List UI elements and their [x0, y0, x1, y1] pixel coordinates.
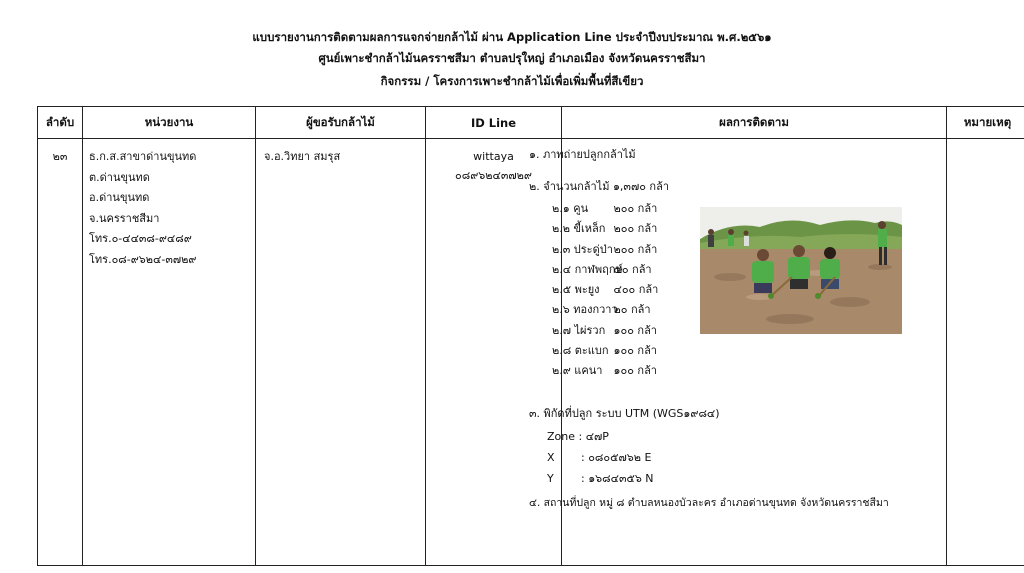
plant-list [552, 199, 658, 382]
planting-photo-illustration [700, 207, 902, 334]
header-unit: หน่วยงาน [83, 107, 256, 139]
report-title: แบบรายงานการติดตามผลการแจกจ่ายกล้าไม้ ผ่าน Application Line ประจำปีงบประมาณ พ.ศ.๒๕๖๑ [252, 30, 772, 44]
header-follow: ผลการติดตาม [562, 107, 947, 139]
follow-content [519, 106, 904, 566]
header-receiver: ผู้ขอรับกล้าไม้ [256, 107, 426, 139]
unit-line: อ.ด่านขุนทด [89, 191, 150, 204]
list-item: ๒.๕ พะยูง ๔๐๐ กล้า [552, 283, 659, 297]
report-activity: กิจกรรม / โครงการเพาะชำกล้าไม้เพื่อเพิ่มพื้นที่สีเขียว [380, 74, 644, 88]
report-center: ศูนย์เพาะชำกล้าไม้นครราชสีมา ตำบลปรุใหญ่ อำเภอเมือง จังหวัดนครราชสีมา [318, 51, 706, 65]
list-item: ๒.๑ คูน ๒๐๐ กล้า [552, 202, 658, 215]
line-id: wittaya [473, 150, 514, 163]
list-item: ๒.๙ แคนา ๑๐๐ กล้า [552, 364, 657, 378]
list-item: ๒.๗ ไผ่รวก ๑๐๐ กล้า [552, 323, 657, 337]
follow-quantity-heading: ๒. จำนวนกล้าไม้ ๑,๓๗๐ กล้า [529, 180, 669, 193]
unit-line: ธ.ก.ส.สาขาด่านขุนทด [89, 150, 197, 163]
utm-y: Y : ๑๖๘๔๓๕๖ N [547, 472, 654, 485]
row-receiver: จ.อ.วิทยา สมรุส [256, 139, 426, 566]
header-id-line: ID Line [426, 107, 562, 139]
list-item: ๒.๒ ขี้เหล็ก ๒๐๐ กล้า [552, 222, 658, 236]
follow-photo-heading: ๑. ภาพถ่ายปลูกกล้าไม้ [529, 148, 636, 161]
planting-photo [700, 207, 902, 334]
row-unit [83, 139, 256, 566]
list-item: ๒.๔ กาฬพฤกษ์ ๕๐ กล้า [552, 262, 652, 276]
utm-coordinates [547, 426, 654, 489]
row-no: ๒๓ [38, 139, 83, 566]
utm-x: X : ๐๘๐๕๗๖๒ E [547, 451, 652, 464]
header-note: หมายเหตุ [947, 107, 1024, 139]
unit-phone: โทร.๐-๔๔๓๘-๙๔๘๙ [89, 232, 192, 245]
list-item: ๒.๖ ทองกวาว ๒๐ กล้า [552, 303, 651, 317]
list-item: ๒.๓ ประดู่ป่า ๒๐๐ กล้า [552, 242, 658, 256]
unit-phone: โทร.๐๘-๙๖๒๔-๓๗๒๙ [89, 252, 197, 266]
follow-location: ๔. สถานที่ปลูก หมู่ ๘ ตำบลหนองบัวละคร อำเภอด่านขุนทด จังหวัดนครราชสีมา [529, 497, 889, 509]
list-item: ๒.๘ ตะแบก ๑๐๐ กล้า [552, 344, 657, 358]
line-phone: ๐๘๙๖๒๔๓๗๒๙ [455, 169, 532, 182]
row-note [947, 139, 1024, 566]
unit-line: ต.ด่านขุนทด [89, 170, 150, 184]
utm-zone: Zone : ๔๗P [547, 430, 609, 443]
unit-line: จ.นครราชสีมา [89, 211, 160, 225]
header-no: ลำดับ [38, 107, 83, 139]
follow-utm-heading: ๓. พิกัดที่ปลูก ระบบ UTM (WGS๑๙๘๔) [529, 407, 720, 420]
